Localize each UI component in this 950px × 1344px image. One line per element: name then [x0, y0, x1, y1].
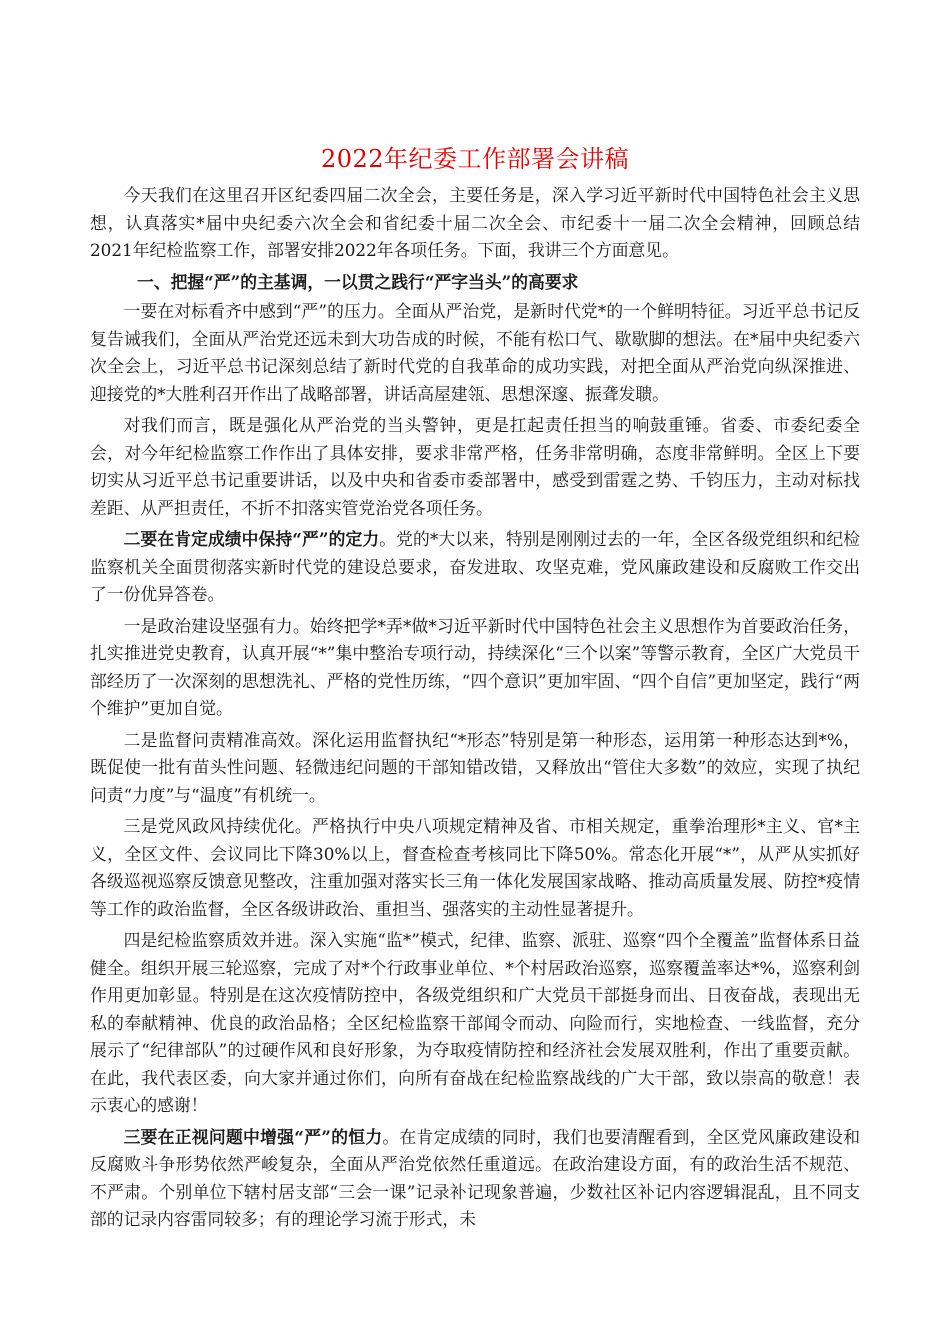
document-body	[90, 182, 860, 1238]
paragraph-with-lead	[90, 1124, 860, 1234]
paragraph-text: 。在肯定成绩的同时，我们也要清醒看到，全区党风廉政建设和反腐败斗争形势依然严峻复杂，全面从严治党依然任重道远。在政治建设方面，有的政治生活不规范、不严肃。个别单位下辖村居支部“三会一课”记录补记现象普遍，少数社区补记内容逻辑混乱，且不同支部的记录内容雷同较多；有的理论学习流于形式，未	[90, 1126, 860, 1229]
paragraph-lead: 二要在肯定成绩中保持“严”的定力	[123, 529, 380, 549]
document-title: 2022年纪委工作部署会讲稿	[320, 145, 630, 173]
paragraph-intro: 今天我们在这里召开区纪委四届二次全会，主要任务是，深入学习近平新时代中国特色社会主义思想，认真落实*届中央纪委六次全会和省纪委十届二次全会、市纪委十一届二次全会精神，回顾总结2021年纪检监察工作，部署安排2022年各项任务。下面，我讲三个方面意见。	[90, 185, 860, 260]
paragraph: 对我们而言，既是强化从严治党的当头警钟，更是扛起责任担当的响鼓重锤。省委、市委纪委全会，对今年纪检监察工作作出了具体安排，要求非常严格，任务非常明确，态度非常鲜明。全区上下要切实从习近平总书记重要讲话，以及中央和省委市委部署中，感受到雷霆之势、千钧压力，主动对标找差距、从严担责任，不折不扣落实管党治党各项任务。	[90, 415, 860, 518]
paragraph-lead: 三要在正视问题中增强“严”的恒力	[123, 1126, 383, 1147]
paragraph: 四是纪检监察质效并进。深入实施“监*”模式，纪律、监察、派驻、巡察“四个全覆盖”监督体系日益健全。组织开展三轮巡察，完成了对*个行政事业单位、*个村居政治巡察，巡察覆盖率达*%，巡察利剑作用更加彰显。特别是在这次疫情防控中，各级党组织和广大党员干部挺身而出、日夜奋战，表现出无私的奉献精神、优良的政治品格；全区纪检监察干部闻令而动、向险而行，实地检查、一线监督，充分展示了“纪律部队”的过硬作风和良好形象，为夺取疫情防控和经济社会发展双胜利，作出了重要贡献。在此，我代表区委，向大家并通过你们，向所有奋战在纪检监察战线的广大干部，致以崇高的敬意！表示衷心的感谢！	[90, 930, 860, 1115]
paragraph-text: 。党的*大以来，特别是刚刚过去的一年，全区各级党组织和纪检监察机关全面贯彻落实新时代党的建设总要求，奋发进取、攻坚克难，党风廉政建设和反腐败工作交出了一份优异答卷。	[90, 529, 860, 604]
paragraph-with-lead	[90, 526, 860, 609]
paragraph: 三是党风政风持续优化。严格执行中央八项规定精神及省、市相关规定，重拳治理形*主义、官*主义，全区文件、会议同比下降30%以上，督查检查考核同比下降50%。常态化开展“*”，从严从实抓好各级巡视巡察反馈意见整改，注重加强对落实长三角一体化发展国家战略、推动高质量发展、防控*疫情等工作的政治监督，全区各级讲政治、重担当、强落实的主动性显著提升。	[90, 816, 860, 919]
paragraph: 一要在对标看齐中感到“严”的压力。全面从严治党，是新时代党*的一个鲜明特征。习近平总书记反复告诫我们，全面从严治党还远未到大功告成的时候，不能有松口气、歇歇脚的想法。在*届中央纪委六次全会上，习近平总书记深刻总结了新时代党的自我革命的成功实践，对把全面从严治党向纵深推进、迎接党的*大胜利召开作出了战略部署，讲话高屋建瓴、思想深邃、振聋发聩。	[90, 301, 860, 404]
paragraph: 二是监督问责精准高效。深化运用监督执纪“*形态”特别是第一种形态，运用第一种形态达到*%，既促使一批有苗头性问题、轻微违纪问题的干部知错改错，又释放出“管住大多数”的效应，实现了执纪问责“力度”与“温度”有机统一。	[90, 729, 860, 805]
section-heading-1: 一、把握“严”的主基调，一以贯之践行“严字当头”的高要求	[137, 271, 579, 292]
paragraph: 一是政治建设坚强有力。始终把学*弄*做*习近平新时代中国特色社会主义思想作为首要政治任务，扎实推进党史教育，认真开展“*”集中整治专项行动，持续深化“三个以案”等警示教育，全区广大党员干部经历了一次深刻的思想洗礼、严格的党性历练，“四个意识”更加牢固、“四个自信”更加坚定，践行“两个维护”更加自觉。	[90, 615, 860, 718]
